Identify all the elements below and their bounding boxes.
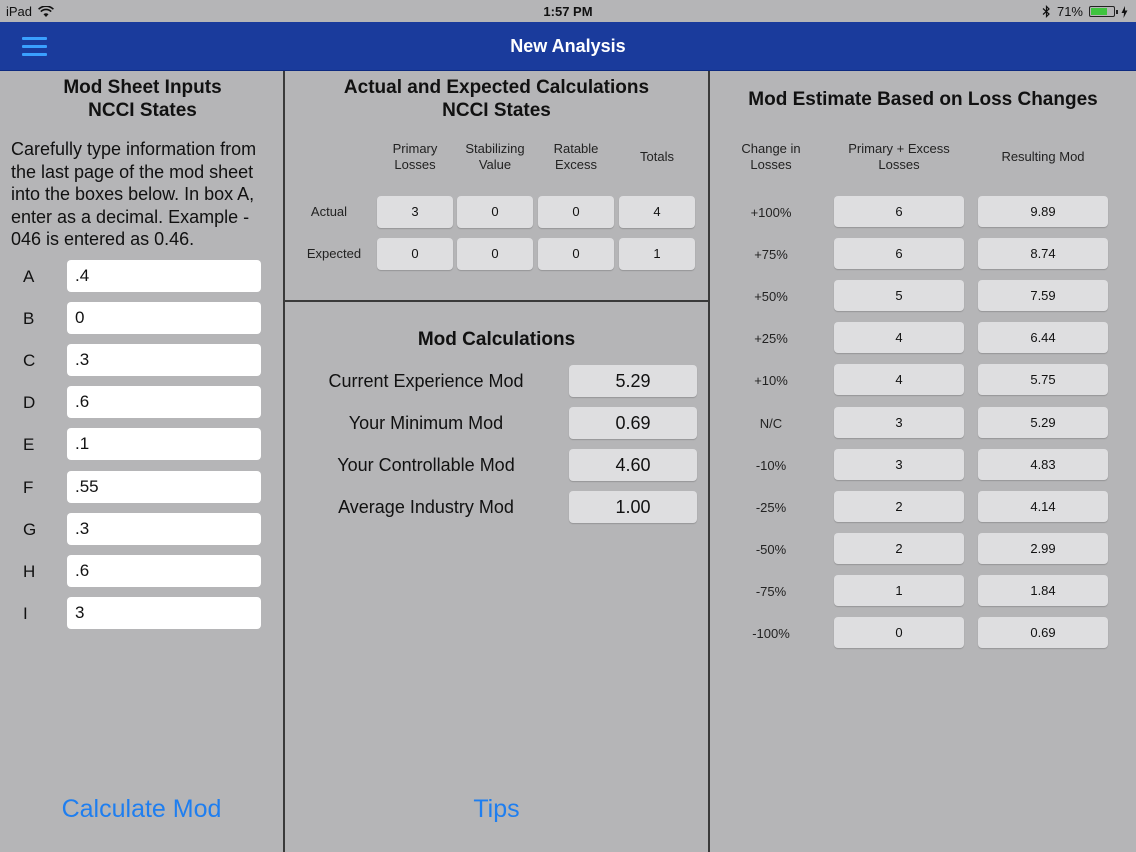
tips-button[interactable]: Tips [473, 795, 520, 823]
field-input-f[interactable] [67, 471, 261, 503]
resulting-mod-cell: 8.74 [978, 238, 1108, 269]
change-label: +10% [754, 373, 788, 388]
battery-icon [1089, 6, 1115, 17]
mid-title-line2: NCCI States [442, 100, 551, 121]
resulting-mod-cell: 1.84 [978, 575, 1108, 606]
col-head-change-in-losses: Change in Losses [741, 141, 801, 172]
resulting-mod-cell: 5.75 [978, 364, 1108, 395]
col-head-ratable-excess: Ratable Excess [553, 141, 599, 172]
your-controllable-mod-value: 4.60 [569, 449, 697, 481]
losses-cell: 2 [834, 491, 964, 522]
expected-totals-cell: 1 [619, 238, 695, 270]
status-bar [0, 0, 1136, 22]
field-row-b [0, 302, 285, 334]
mod-calculations-title: Mod Calculations [417, 329, 576, 350]
losses-cell: 0 [834, 617, 964, 648]
mid-panel-divider [285, 300, 710, 302]
actual-primary-losses-cell: 3 [377, 196, 453, 228]
resulting-mod-cell: 4.14 [978, 491, 1108, 522]
field-input-c[interactable] [67, 344, 261, 376]
losses-cell: 4 [834, 322, 964, 353]
field-label-d: D [23, 393, 36, 412]
change-label: -50% [755, 542, 787, 557]
field-input-b[interactable] [67, 302, 261, 334]
losses-cell: 6 [834, 238, 964, 269]
losses-cell: 4 [834, 364, 964, 395]
field-input-i[interactable] [67, 597, 261, 629]
battery-percent: 71% [1056, 4, 1083, 19]
device-name: iPad [6, 4, 33, 19]
left-title-line2: NCCI States [88, 100, 197, 121]
field-row-e [0, 428, 285, 460]
expected-ratable-excess-cell: 0 [538, 238, 614, 270]
mid-title-line1: Actual and Expected Calculations [343, 77, 650, 98]
row-label-expected: Expected [306, 246, 362, 261]
change-label: +50% [754, 289, 788, 304]
field-input-e[interactable] [67, 428, 261, 460]
mod-estimate-panel [710, 71, 1136, 852]
losses-cell: 2 [834, 533, 964, 564]
mod-sheet-inputs-panel [0, 71, 285, 852]
col-head-totals: Totals [640, 149, 674, 164]
losses-cell: 3 [834, 449, 964, 480]
losses-cell: 6 [834, 196, 964, 227]
field-input-a[interactable] [67, 260, 261, 292]
field-label-a: A [23, 267, 35, 286]
calculations-panel [285, 71, 710, 852]
change-label: +100% [750, 205, 792, 220]
change-label: -75% [755, 584, 787, 599]
change-label: +75% [754, 247, 788, 262]
field-label-f: F [23, 478, 34, 497]
col-head-primary-excess-losses: Primary + Excess Losses [848, 141, 950, 172]
field-label-c: C [23, 351, 36, 370]
your-minimum-mod-label: Your Minimum Mod [348, 413, 504, 433]
resulting-mod-cell: 7.59 [978, 280, 1108, 311]
change-label: -25% [755, 500, 787, 515]
change-label: +25% [754, 331, 788, 346]
field-row-f [0, 471, 285, 503]
resulting-mod-cell: 2.99 [978, 533, 1108, 564]
field-row-c [0, 344, 285, 376]
status-time: 1:57 PM [543, 4, 593, 19]
field-label-h: H [23, 562, 36, 581]
field-label-g: G [23, 520, 37, 539]
mid-panel-title [285, 76, 708, 122]
nav-bar [0, 22, 1136, 71]
resulting-mod-cell: 0.69 [978, 617, 1108, 648]
bluetooth-icon [1042, 5, 1051, 18]
current-experience-mod-label: Current Experience Mod [328, 371, 524, 391]
row-label-actual: Actual [310, 204, 348, 219]
field-input-d[interactable] [67, 386, 261, 418]
nav-title: New Analysis [510, 36, 626, 56]
left-panel-title [0, 76, 285, 122]
actual-stabilizing-value-cell: 0 [457, 196, 533, 228]
battery-fill [1091, 8, 1107, 15]
resulting-mod-cell: 9.89 [978, 196, 1108, 227]
left-title-line1: Mod Sheet Inputs [63, 77, 222, 98]
field-row-a [0, 260, 285, 292]
field-row-d [0, 386, 285, 418]
field-row-h [0, 555, 285, 587]
battery-cap [1116, 10, 1118, 14]
actual-totals-cell: 4 [619, 196, 695, 228]
field-input-h[interactable] [67, 555, 261, 587]
field-label-e: E [23, 435, 35, 454]
instructions-text: Carefully type information from the last page of the mod sheet into the boxes below. In box A, enter as a decimal. Example - 046 is entered as 0.46. [11, 139, 257, 249]
expected-primary-losses-cell: 0 [377, 238, 453, 270]
field-label-b: B [23, 309, 35, 328]
col-head-resulting-mod: Resulting Mod [1001, 149, 1085, 164]
change-label: -100% [752, 626, 790, 641]
change-label: -10% [755, 458, 787, 473]
resulting-mod-cell: 5.29 [978, 407, 1108, 438]
your-controllable-mod-label: Your Controllable Mod [337, 455, 515, 475]
expected-stabilizing-value-cell: 0 [457, 238, 533, 270]
average-industry-mod-label: Average Industry Mod [338, 497, 514, 517]
losses-cell: 1 [834, 575, 964, 606]
field-row-i [0, 597, 285, 629]
resulting-mod-cell: 4.83 [978, 449, 1108, 480]
col-head-stabilizing-value: Stabilizing Value [465, 141, 525, 172]
right-panel-title: Mod Estimate Based on Loss Changes [748, 89, 1098, 110]
your-minimum-mod-value: 0.69 [569, 407, 697, 439]
col-head-primary-losses: Primary Losses [392, 141, 438, 172]
status-right [1042, 4, 1128, 19]
change-label: N/C [759, 416, 783, 431]
field-input-g[interactable] [67, 513, 261, 545]
field-label-i: I [23, 604, 28, 623]
losses-cell: 5 [834, 280, 964, 311]
field-row-g [0, 513, 285, 545]
average-industry-mod-value: 1.00 [569, 491, 697, 523]
current-experience-mod-value: 5.29 [569, 365, 697, 397]
charging-icon [1121, 6, 1128, 18]
calculate-mod-button[interactable]: Calculate Mod [61, 795, 222, 823]
resulting-mod-cell: 6.44 [978, 322, 1108, 353]
losses-cell: 3 [834, 407, 964, 438]
actual-ratable-excess-cell: 0 [538, 196, 614, 228]
